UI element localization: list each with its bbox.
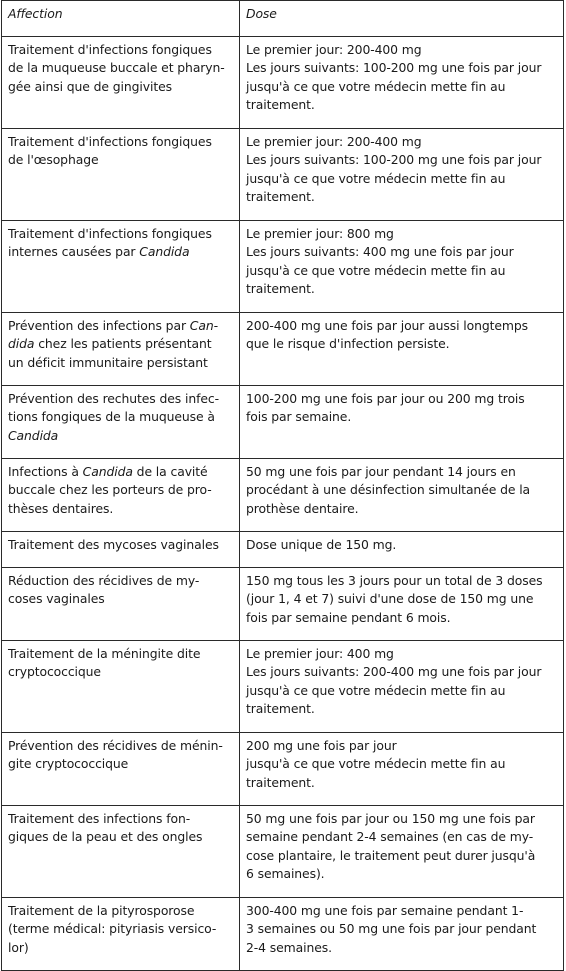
affection-cell <box>2 129 240 221</box>
text-run: 6 semaines). <box>246 865 325 881</box>
dose-line <box>246 590 559 608</box>
affection-line <box>8 59 235 77</box>
dose-line <box>246 865 559 883</box>
affection-line <box>8 755 235 773</box>
dose-line <box>246 609 559 627</box>
text-run: un déficit immunitaire persistant <box>8 354 208 370</box>
affection-line <box>8 828 235 846</box>
dose-line <box>246 737 559 755</box>
text-run: (terme médical: pityriasis versico- <box>8 921 217 937</box>
text-run: Les jours suivants: 200-400 mg une fois par jour <box>246 664 542 680</box>
affection-line <box>8 500 235 518</box>
text-run: Le premier jour: 800 mg <box>246 226 394 241</box>
text-run: cose plantaire, le traitement peut durer jusqu'à <box>246 847 536 863</box>
affection-line <box>8 225 235 243</box>
italic-term: dida <box>8 336 35 352</box>
text-run: Prévention des rechutes des infec- <box>8 391 219 406</box>
affection-cell <box>2 313 240 386</box>
table-row <box>2 568 564 641</box>
affection-line <box>8 481 235 499</box>
text-run: traitement. <box>246 280 315 296</box>
dose-line <box>246 663 559 681</box>
dose-line <box>246 317 559 335</box>
affection-line <box>8 536 235 554</box>
dose-cell <box>240 641 564 733</box>
text-run: 150 mg tous les 3 jours pour un total de 3 doses <box>246 573 543 588</box>
dose-line <box>246 902 559 920</box>
table-row <box>2 532 564 568</box>
dose-line <box>246 536 559 554</box>
affection-cell <box>2 386 240 459</box>
dose-cell <box>240 459 564 532</box>
table-row <box>2 806 564 898</box>
text-run: fois par semaine pendant 6 mois. <box>246 609 451 625</box>
italic-term: Can- <box>189 318 218 333</box>
header-affection: Affection <box>2 1 240 37</box>
text-run: traitement. <box>246 96 315 112</box>
dose-line <box>246 335 559 353</box>
affection-line <box>8 151 235 169</box>
text-run: chez les patients présentant <box>34 336 212 352</box>
affection-line <box>8 243 235 261</box>
affection-cell <box>2 641 240 733</box>
text-run: jusqu'à ce que votre médecin mette fin au <box>246 170 506 186</box>
dose-cell <box>240 313 564 386</box>
text-run: Réduction des récidives de my- <box>8 573 200 588</box>
affection-cell <box>2 898 240 971</box>
dose-line <box>246 96 559 114</box>
dose-line <box>246 500 559 518</box>
affection-line <box>8 41 235 59</box>
text-run: jusqu'à ce que votre médecin mette fin au <box>246 756 506 772</box>
text-run: 3 semaines ou 50 mg une fois par jour pendant <box>246 921 537 937</box>
dose-line <box>246 188 559 206</box>
affection-cell <box>2 221 240 313</box>
table-row <box>2 641 564 733</box>
dose-line <box>246 828 559 846</box>
text-run: 2-4 semaines. <box>246 939 332 955</box>
dose-line <box>246 645 559 663</box>
text-run: (jour 1, 4 et 7) suivi d'une dose de 150 mg une <box>246 591 534 607</box>
dose-line <box>246 939 559 957</box>
affection-cell <box>2 532 240 568</box>
dose-cell <box>240 129 564 221</box>
text-run: procédant à une désinfection simultanée de la <box>246 482 531 498</box>
affection-line <box>8 133 235 151</box>
text-run: thèses dentaires. <box>8 500 114 516</box>
dose-cell <box>240 898 564 971</box>
text-run: internes causées par <box>8 244 140 260</box>
dose-line <box>246 262 559 280</box>
dose-line <box>246 481 559 499</box>
dose-cell <box>240 532 564 568</box>
affection-line <box>8 354 235 372</box>
text-run: semaine pendant 2-4 semaines (en cas de my- <box>246 829 534 845</box>
dose-line <box>246 572 559 590</box>
text-run: gée ainsi que de gingivites <box>8 78 172 94</box>
text-run: jusqu'à ce que votre médecin mette fin au <box>246 78 506 94</box>
table-row <box>2 459 564 532</box>
text-run: Les jours suivants: 100-200 mg une fois par jour <box>246 60 542 76</box>
affection-line <box>8 408 235 426</box>
affection-line <box>8 939 235 957</box>
text-run: Dose unique de 150 mg. <box>246 537 397 552</box>
header-dose: Dose <box>240 1 564 37</box>
text-run: traitement. <box>246 774 315 790</box>
text-run: 50 mg une fois par jour ou 150 mg une fois par <box>246 811 535 826</box>
text-run: gite cryptococcique <box>8 756 129 772</box>
dosage-table <box>1 0 564 971</box>
text-run: traitement. <box>246 188 315 204</box>
dose-line <box>246 920 559 938</box>
affection-cell <box>2 568 240 641</box>
text-run: Traitement de la pityrosporose <box>8 903 195 918</box>
text-run: Le premier jour: 200-400 mg <box>246 42 422 57</box>
affection-line <box>8 427 235 445</box>
dose-line <box>246 170 559 188</box>
text-run: buccale chez les porteurs de pro- <box>8 482 212 498</box>
table-row <box>2 386 564 459</box>
affection-cell <box>2 37 240 129</box>
dose-cell <box>240 733 564 806</box>
text-run: giques de la peau et des ongles <box>8 829 203 845</box>
text-run: Le premier jour: 400 mg <box>246 646 394 661</box>
text-run: de la muqueuse buccale et pharyn- <box>8 60 225 76</box>
text-run: Traitement d'infections fongiques <box>8 226 212 241</box>
dose-line <box>246 41 559 59</box>
affection-line <box>8 902 235 920</box>
table-row <box>2 37 564 129</box>
text-run: tions fongiques de la muqueuse à <box>8 409 215 425</box>
text-run: jusqu'à ce que votre médecin mette fin au <box>246 682 506 698</box>
text-run: Traitement des mycoses vaginales <box>8 537 219 552</box>
text-run: Prévention des infections par <box>8 318 190 333</box>
text-run: Les jours suivants: 100-200 mg une fois par jour <box>246 152 542 168</box>
table-row <box>2 221 564 313</box>
affection-line <box>8 463 235 481</box>
text-run: que le risque d'infection persiste. <box>246 336 450 352</box>
table-row <box>2 733 564 806</box>
table-row <box>2 129 564 221</box>
text-run: 100-200 mg une fois par jour ou 200 mg trois <box>246 391 525 406</box>
affection-line <box>8 663 235 681</box>
dose-line <box>246 78 559 96</box>
affection-line <box>8 317 235 335</box>
text-run: cryptococcique <box>8 664 101 680</box>
text-run: prothèse dentaire. <box>246 500 359 516</box>
dose-line <box>246 810 559 828</box>
text-run: traitement. <box>246 700 315 716</box>
text-run: Infections à <box>8 464 83 479</box>
dose-line <box>246 847 559 865</box>
text-run: fois par semaine. <box>246 409 352 425</box>
text-run: Traitement de la méningite dite <box>8 646 201 661</box>
text-run: Le premier jour: 200-400 mg <box>246 134 422 149</box>
dose-line <box>246 774 559 792</box>
text-run: 200 mg une fois par jour <box>246 738 397 753</box>
text-run: 50 mg une fois par jour pendant 14 jours en <box>246 464 516 479</box>
text-run: jusqu'à ce que votre médecin mette fin au <box>246 262 506 278</box>
text-run: de la cavité <box>132 464 208 479</box>
dose-line <box>246 390 559 408</box>
text-run: Prévention des récidives de ménin- <box>8 738 223 753</box>
affection-line <box>8 737 235 755</box>
dose-cell <box>240 37 564 129</box>
affection-line <box>8 590 235 608</box>
text-run: coses vaginales <box>8 591 105 607</box>
dose-line <box>246 151 559 169</box>
dose-line <box>246 755 559 773</box>
italic-term: Candida <box>8 427 59 443</box>
affection-line <box>8 810 235 828</box>
affection-line <box>8 572 235 590</box>
dose-line <box>246 700 559 718</box>
affection-cell <box>2 459 240 532</box>
table-row <box>2 313 564 386</box>
dose-line <box>246 133 559 151</box>
dose-line <box>246 59 559 77</box>
dose-line <box>246 280 559 298</box>
dose-cell <box>240 806 564 898</box>
table-row <box>2 898 564 971</box>
dose-line <box>246 243 559 261</box>
dose-line <box>246 225 559 243</box>
text-run: de l'œsophage <box>8 152 99 168</box>
text-run: Traitement d'infections fongiques <box>8 134 212 149</box>
dose-cell <box>240 221 564 313</box>
text-run: Traitement des infections fon- <box>8 811 191 826</box>
affection-line <box>8 645 235 663</box>
dose-line <box>246 463 559 481</box>
affection-line <box>8 335 235 353</box>
dose-cell <box>240 568 564 641</box>
italic-term: Candida <box>139 244 190 260</box>
text-run: 200-400 mg une fois par jour aussi longtemps <box>246 318 528 333</box>
affection-line <box>8 390 235 408</box>
text-run: lor) <box>8 939 29 955</box>
dose-line <box>246 408 559 426</box>
affection-cell <box>2 806 240 898</box>
affection-line <box>8 78 235 96</box>
text-run: 300-400 mg une fois par semaine pendant 1- <box>246 903 524 918</box>
table-body <box>2 37 564 971</box>
table-header-row <box>2 1 564 37</box>
dose-cell <box>240 386 564 459</box>
text-run: Les jours suivants: 400 mg une fois par jour <box>246 244 514 260</box>
affection-cell <box>2 733 240 806</box>
dose-line <box>246 682 559 700</box>
text-run: Traitement d'infections fongiques <box>8 42 212 57</box>
affection-line <box>8 920 235 938</box>
italic-term: Candida <box>82 464 133 479</box>
